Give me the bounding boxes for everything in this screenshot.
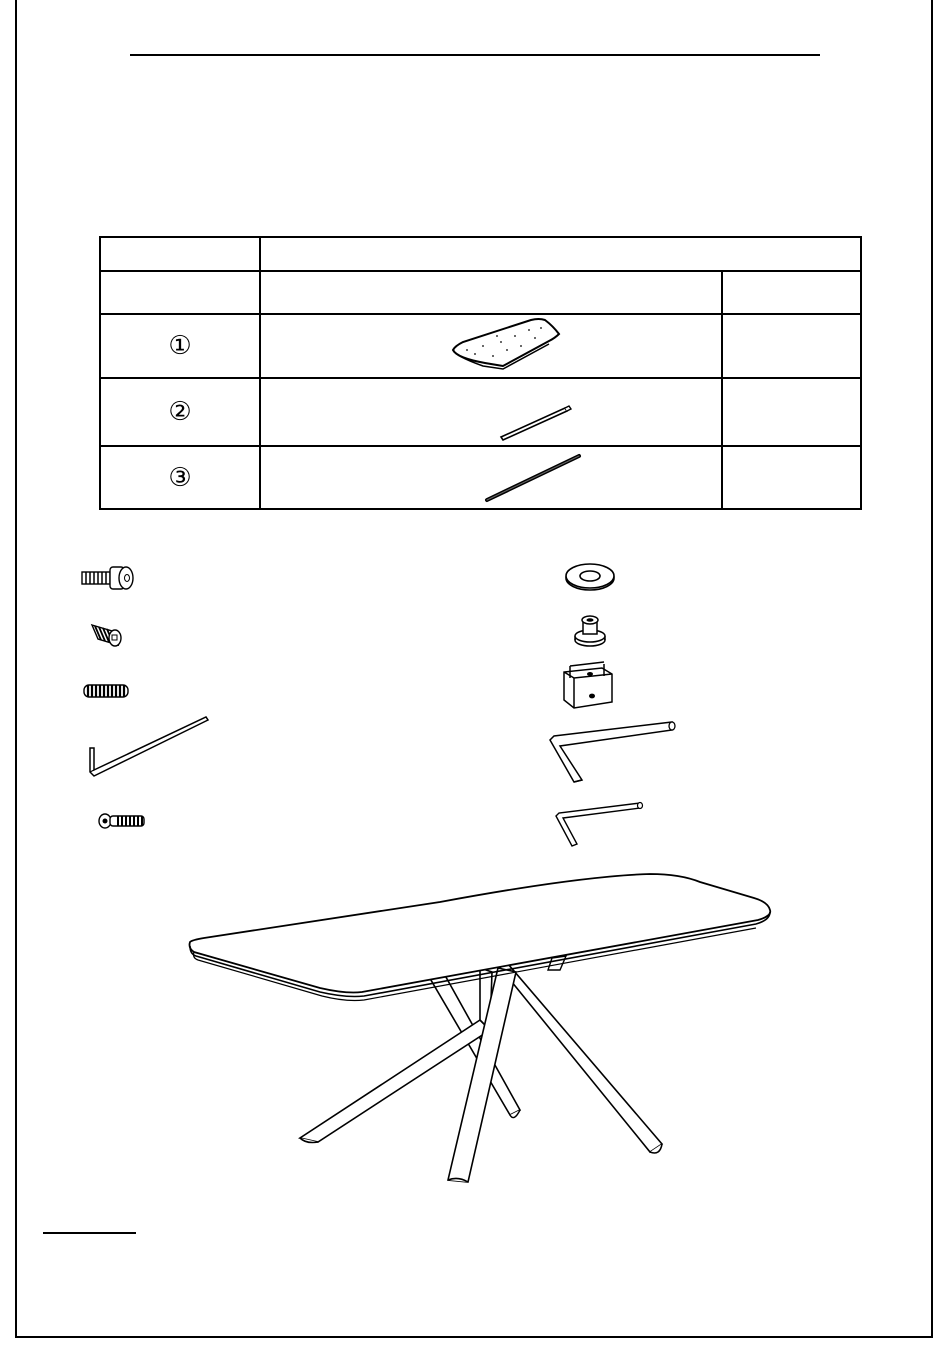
leg-bar-icon <box>261 382 723 442</box>
leveling-foot-icon <box>566 606 614 652</box>
part-image-cell <box>260 378 722 446</box>
bolt-icon <box>96 808 150 834</box>
part-number-cell <box>100 446 260 509</box>
footer-underline <box>43 1232 136 1234</box>
table-row <box>100 446 861 509</box>
part-image-cell <box>260 314 722 378</box>
set-screw-short-icon <box>86 617 126 653</box>
part-number: ① <box>168 331 192 361</box>
large-allen-key-icon <box>544 716 680 788</box>
washer-icon <box>562 560 618 594</box>
mounting-bracket-icon <box>556 656 620 712</box>
title-underline <box>130 54 820 56</box>
header-cell-parts <box>260 237 861 271</box>
subheader-cell-2 <box>260 271 722 314</box>
long-allen-key-icon <box>84 714 214 780</box>
part-qty-cell <box>722 378 861 446</box>
subheader-cell-1 <box>100 271 260 314</box>
table-row <box>100 378 861 446</box>
small-allen-key-icon <box>552 798 648 850</box>
part-number-cell <box>100 314 260 378</box>
parts-list-table <box>99 236 862 510</box>
cap-screw-icon <box>78 562 138 592</box>
part-qty-cell <box>722 446 861 509</box>
header-cell-number <box>100 237 260 271</box>
part-number-cell <box>100 378 260 446</box>
table-subheader-row <box>100 271 861 314</box>
table-row <box>100 314 861 378</box>
assembled-table-icon <box>180 860 780 1190</box>
table-top-icon <box>261 316 723 376</box>
table-header-row <box>100 237 861 271</box>
part-qty-cell <box>722 314 861 378</box>
threaded-rod-icon <box>80 680 132 702</box>
subheader-cell-3 <box>722 271 861 314</box>
part-image-cell <box>260 446 722 509</box>
part-number: ② <box>168 397 192 427</box>
part-number: ③ <box>168 462 192 493</box>
rod-icon <box>261 448 723 508</box>
